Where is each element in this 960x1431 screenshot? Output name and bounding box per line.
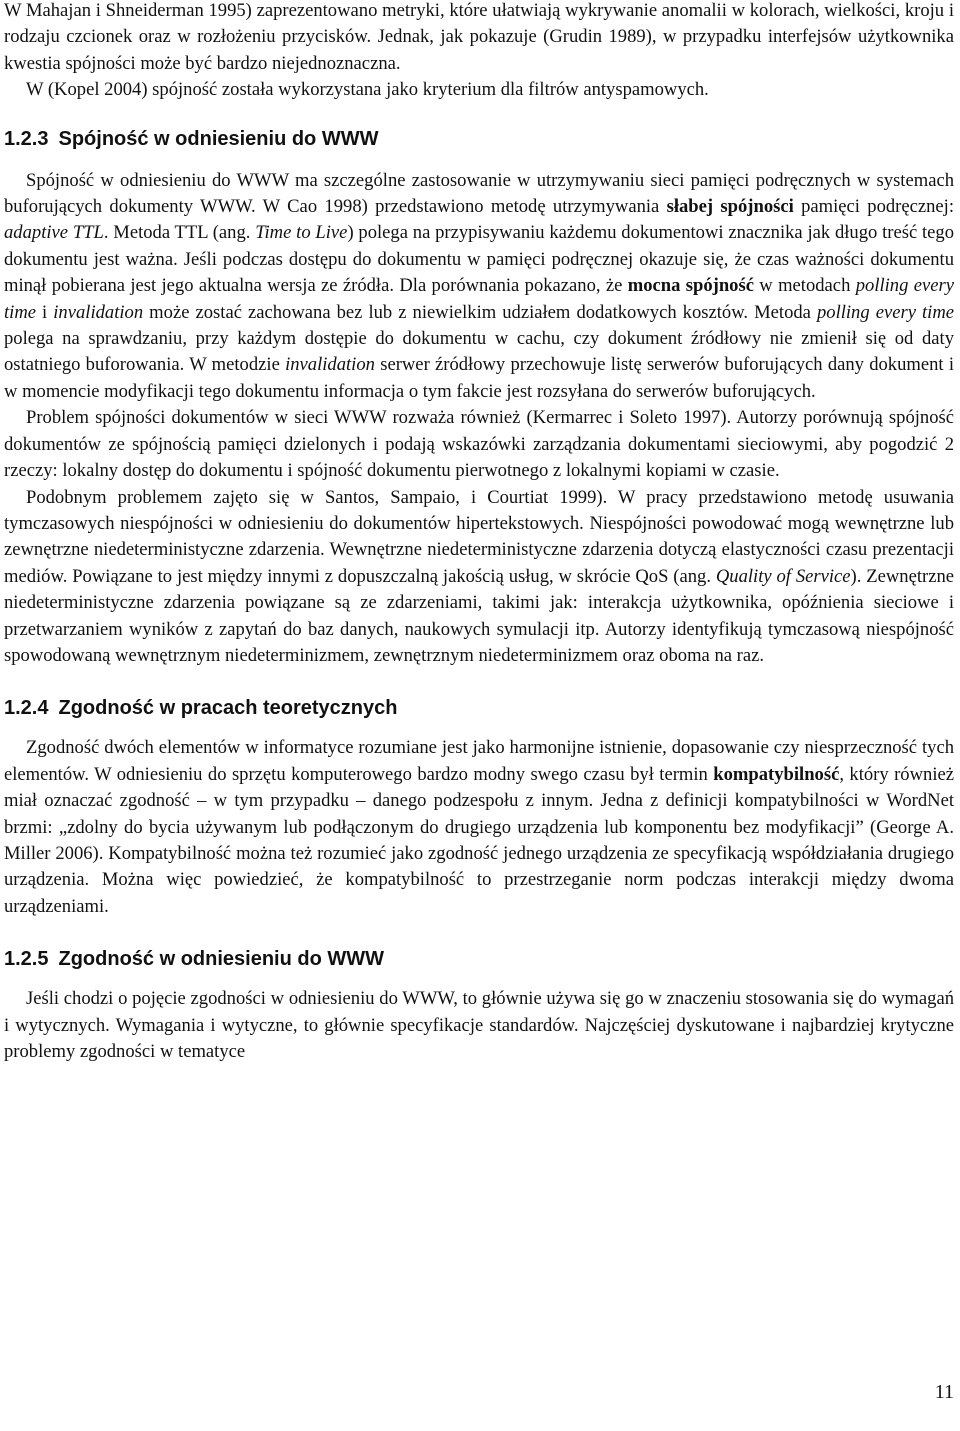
text-run: Spójność w odniesieniu do WWW ma szczególne zastosowanie w utrzymywaniu sieci pamięci podręcznych w systemach buforujących dokumenty WWW. W Cao 1998) przedstawiono metodę utrzymywania bbox=[4, 169, 954, 218]
section-title: Spójność w odniesieniu do WWW bbox=[58, 127, 379, 150]
section-heading-1-2-4 bbox=[4, 695, 954, 721]
section-number: 1.2.4 bbox=[4, 697, 49, 720]
paragraph-compatibility bbox=[4, 735, 954, 920]
bold-term: słabej spójności bbox=[666, 196, 794, 218]
text-run: Zgodność dwóch elementów w informatyce rozumiane jest jako harmonijne istnienie, dopasowanie czy niesprzeczność tych elementów. W odniesieniu do sprzętu komputerowego bardzo modny swego czasu był termin bbox=[4, 737, 954, 785]
section-heading-1-2-3 bbox=[4, 126, 954, 152]
paragraph-intro-2: W (Kopel 2004) spójność została wykorzystana jako kryterium dla filtrów antyspamowych. bbox=[26, 79, 709, 101]
paragraph-web-consistency bbox=[4, 168, 954, 406]
italic-term: polling every time bbox=[816, 301, 954, 323]
paragraph-intro-1: W Mahajan i Shneiderman 1995) zaprezentowano metryki, które ułatwiają wykrywanie anomalii w kolorach, wielkości, kroju i rodzaju czcionek oraz w rozłożeniu przycisków. Jednak, jak pokazuje (Grudin 1989), w przypadku interfejsów użytkownika kwestia spójności może być bardzo niejednoznaczna. bbox=[4, 0, 954, 74]
text-run: serwer źródłowy przechowuje listę serwerów buforujących dany dokument i w momencie modyfikacji tego dokumentu informacja o tym fakcie jest rozsyłana do serwerów buforujących. bbox=[4, 354, 954, 402]
text-run: , który również miał oznaczać zgodność – w tym przypadku – danego podzespołu z innym. Jedna z definicji kompatybilności w WordNet brzmi: „zdolny do bycia używanym lub podłączonym do drugiego urządzenia lub komponentu bez modyfikacji” (George A. Miller 2006). Kompatybilność można też rozumieć jako zgodność jednego urządzenia ze specyfikacją współdziałania drugiego urządzenia. Można więc powiedzieć, że kompatybilność to przestrzeganie norm podczas interakcji między dwoma urządzeniami. bbox=[4, 763, 954, 917]
section-title: Zgodność w pracach teoretycznych bbox=[58, 697, 398, 720]
text-run: . Metoda TTL (ang. bbox=[103, 222, 256, 244]
text-run: i bbox=[36, 301, 54, 323]
text-run: może zostać zachowana bez lub z niewielkim udziałem dodatkowych kosztów. Metoda bbox=[143, 301, 817, 323]
page-number: 11 bbox=[934, 1381, 954, 1403]
italic-term: invalidation bbox=[285, 354, 375, 376]
italic-term: Time to Live bbox=[255, 222, 348, 244]
bold-term: kompatybilność bbox=[713, 763, 840, 785]
paragraph-web-conformance: Jeśli chodzi o pojęcie zgodności w odniesieniu do WWW, to głównie używa się go w znaczeniu stosowania się do wymagań i wytycznych. Wymagania i wytyczne, to głównie specyfikacje standardów. Najczęściej dyskutowane i najbardziej krytyczne problemy zgodności w tematyce bbox=[4, 988, 954, 1062]
paragraph-santos bbox=[4, 485, 954, 670]
section-number: 1.2.3 bbox=[4, 127, 49, 150]
text-run: pamięci podręcznej: bbox=[793, 196, 954, 218]
bold-term: mocna spójność bbox=[627, 275, 754, 297]
text-run: ) polega na przypisywaniu każdemu dokumentowi znacznika jak długo treść tego dokumentu jest ważna. Jeśli podczas dostępu do dokumentu w pamięci podręcznej okazuje się, że czas ważności dokumentu minął pobierana jest jego aktualna wersja ze źródła. Dla porównania pokazano, że bbox=[4, 222, 955, 297]
paragraph-kermarrec: Problem spójności dokumentów w sieci WWW rozważa również (Kermarrec i Soleto 1997). Autorzy porównują spójność dokumentów ze spójnością pamięci dzielonych i podają wskazówki zarządzania dokumentami sieciowymi, aby pogodzić 2 rzeczy: lokalny dostęp do dokumentu i spójność dokumentu pierwotnego z lokalnymi kopiami w czasie. bbox=[4, 407, 954, 482]
italic-term: invalidation bbox=[53, 301, 144, 323]
text-run: ). Zewnętrzne niedeterministyczne zdarzenia powiązane są ze zdarzeniami, takimi jak: interakcja użytkownika, opóźnienia sieciowe i przetwarzaniem wyników z zapytań do baz danych, naukowych symulacji itp. Autorzy identyfikują tymczasową niespójność spowodowaną wewnętrznym niedeterminizmem, zewnętrznym niedeterminizmem oraz oboma na raz. bbox=[4, 565, 955, 666]
section-heading-1-2-5 bbox=[4, 946, 954, 972]
text-run: Podobnym problemem zajęto się w Santos, Sampaio, i Courtiat 1999). W pracy przedstawiono metodę usuwania tymczasowych niespójności w odniesieniu do dokumentów hipertekstowych. Niespójności powodować mogą wewnętrzne lub zewnętrzne niedeterministyczne zdarzenia. Wewnętrzne niedeterministyczne zdarzenia dotyczą elastyczności czasu prezentacji mediów. Powiązane to jest między innymi z dopuszczalną jakością usług, w skrócie QoS (ang. bbox=[4, 486, 954, 587]
italic-term: adaptive TTL bbox=[4, 222, 104, 244]
section-title: Zgodność w odniesieniu do WWW bbox=[58, 948, 385, 971]
text-run: w metodach bbox=[753, 275, 856, 297]
text-run: polega na sprawdzaniu, przy każdym dostępie do dokumentu w cachu, czy dokument źródłowy nie zmienił się od daty ostatniego buforowania. W metodzie bbox=[4, 328, 954, 376]
italic-term: polling every time bbox=[4, 275, 954, 323]
italic-term: Quality of Service bbox=[715, 565, 851, 587]
section-number: 1.2.5 bbox=[4, 948, 49, 971]
